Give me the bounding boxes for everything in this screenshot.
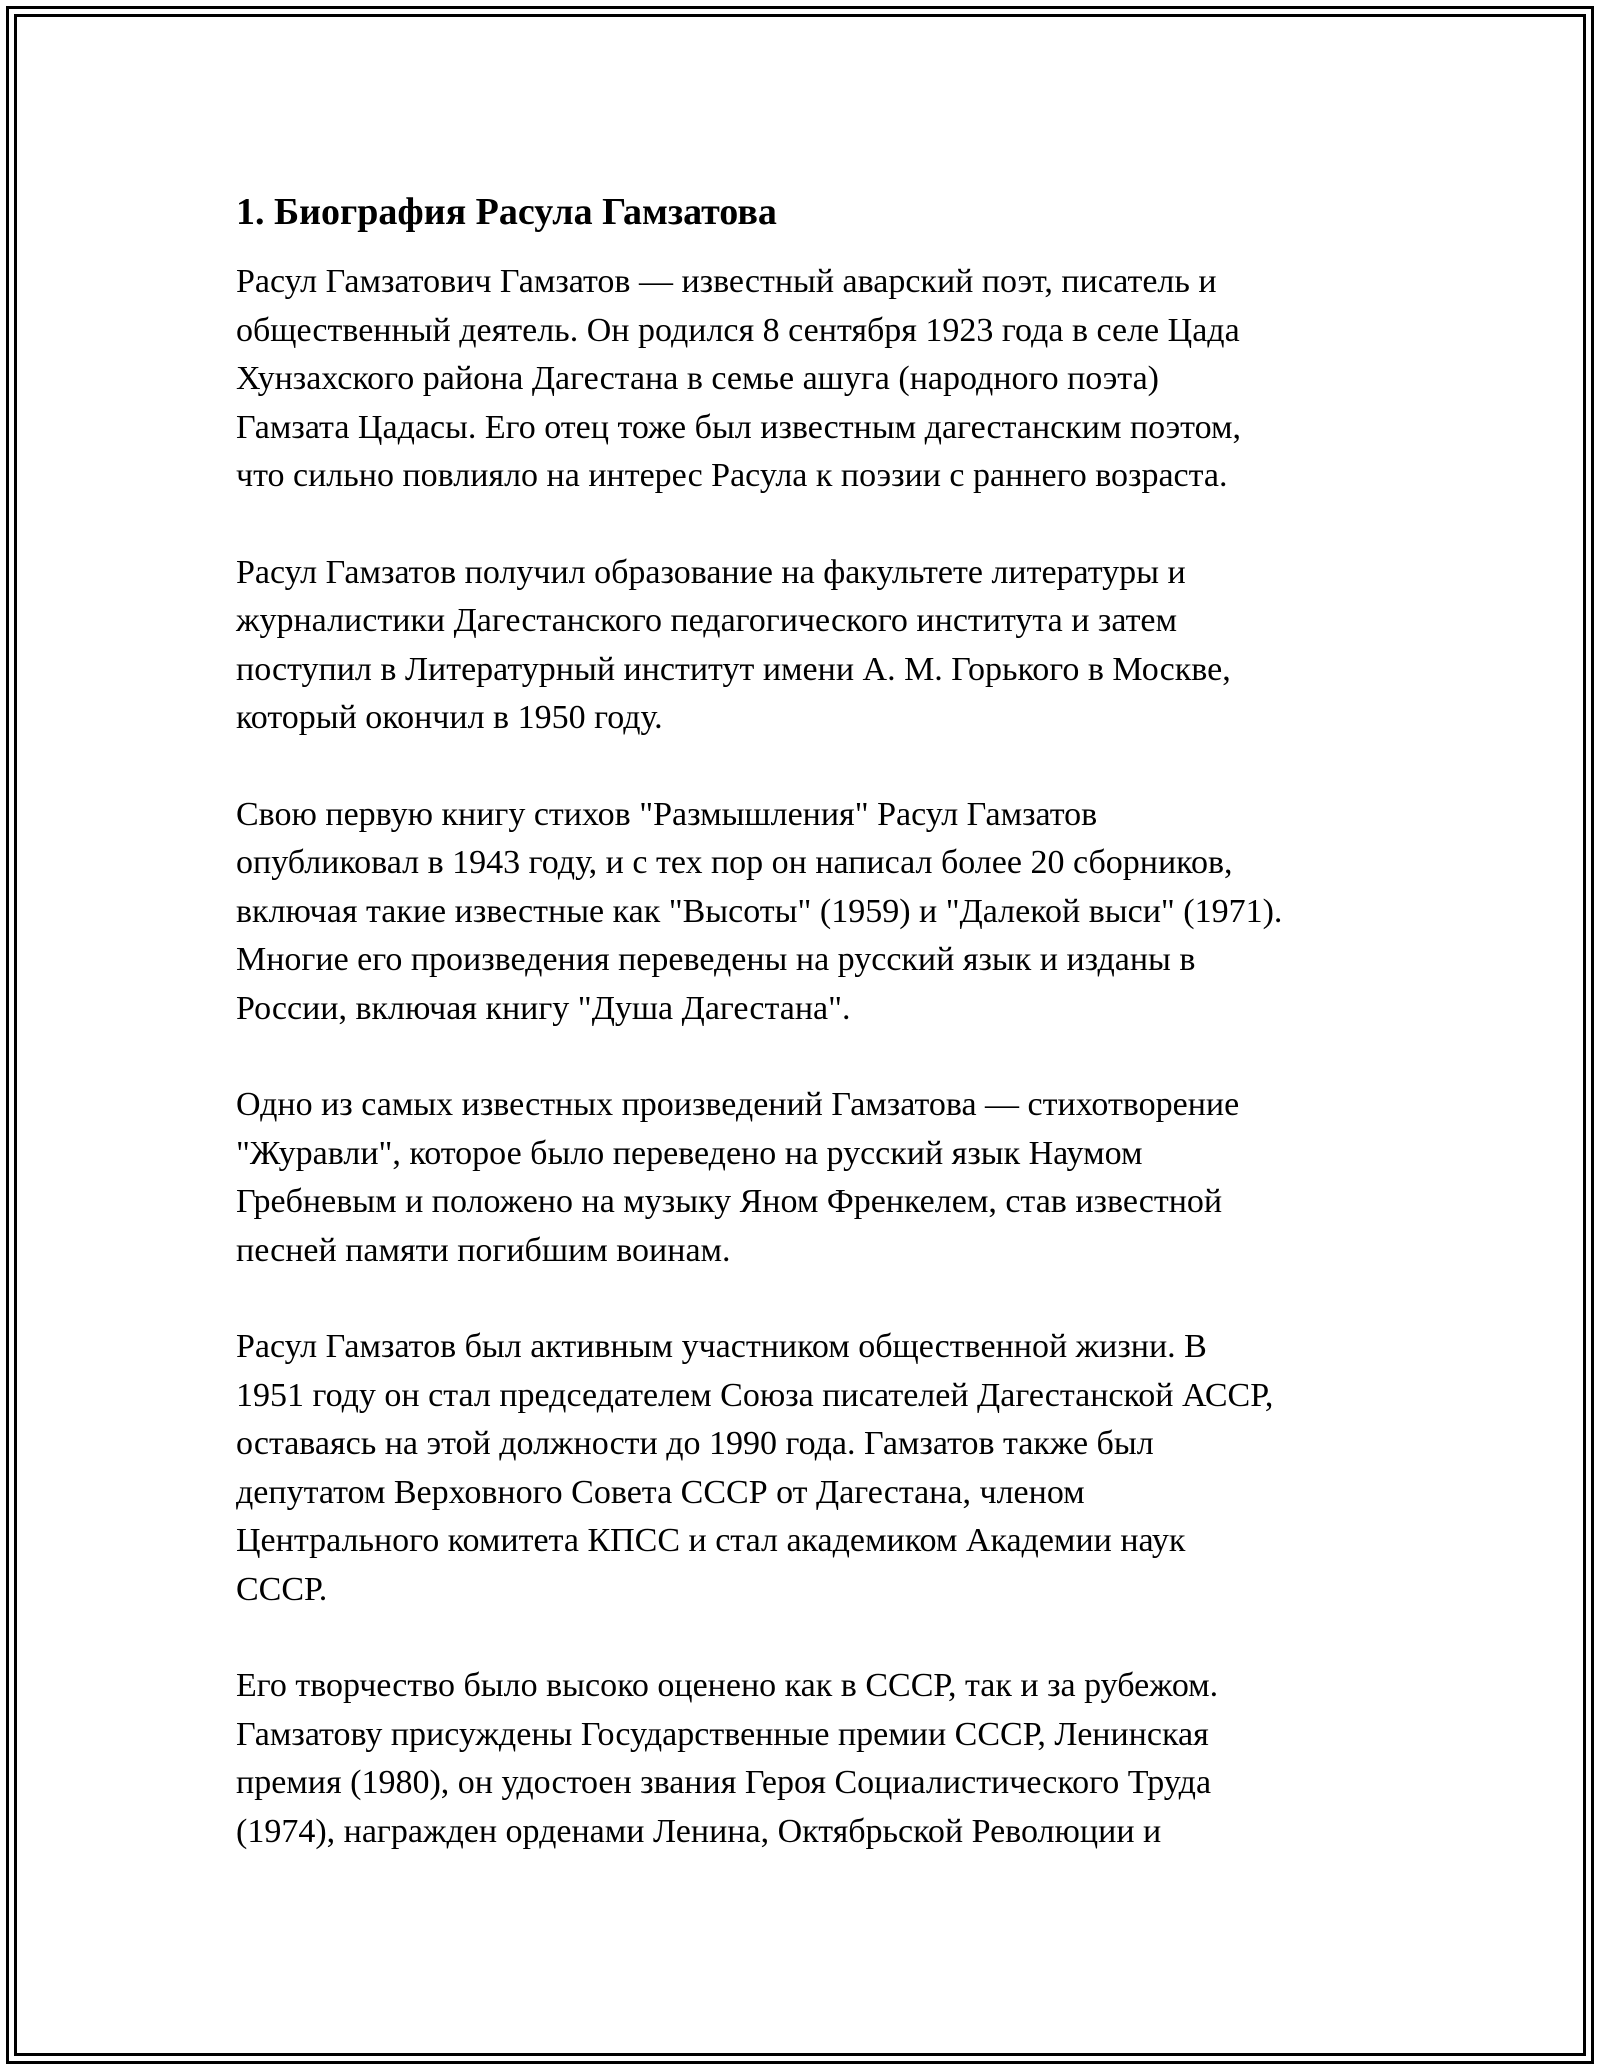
text-line: России, включая книгу "Душа Дагестана". (236, 989, 851, 1027)
text-line: Гамзата Цадасы. Его отец тоже был известным дагестанским поэтом, (236, 408, 1241, 446)
text-line: который окончил в 1950 году. (236, 699, 663, 736)
text-line: опубликовал в 1943 году, и с тех пор он написал более 20 сборников, (236, 844, 1233, 881)
text-line: Хунзахского района Дагестана в семье ашуга (народного поэта) (236, 360, 1159, 397)
text-line: песней памяти погибшим воинам. (236, 1231, 731, 1269)
document-body (236, 186, 1396, 1904)
text-line: оставаясь на этой должности до 1990 года. Гамзатов также был (236, 1425, 1154, 1462)
paragraph-cranes (236, 1081, 1396, 1275)
text-line: Гребневым и положено на музыку Яном Френкелем, став известной (236, 1183, 1223, 1220)
text-line: премия (1980), он удостоен звания Героя Социалистического Труда (236, 1764, 1212, 1801)
paragraph-education (236, 549, 1396, 743)
text-line: Одно из самых известных произведений Гамзатова — стихотворение (236, 1086, 1240, 1123)
text-line: Свою первую книгу стихов "Размышления" Расул Гамзатов (236, 795, 1098, 833)
text-line: (1974), награжден орденами Ленина, Октябрьской Революции и (236, 1812, 1162, 1850)
text-line: Расул Гамзатович Гамзатов — известный аварский поэт, писатель и (236, 263, 1217, 300)
paragraph-awards (236, 1662, 1396, 1856)
text-line: СССР. (236, 1570, 328, 1608)
text-line: Центрального комитета КПСС и стал академиком Академии наук (236, 1522, 1186, 1559)
text-line: поступил в Литературный институт имени А. М. Горького в Москве, (236, 650, 1231, 688)
text-line: депутатом Верховного Совета СССР от Дагестана, членом (236, 1473, 1085, 1511)
text-line: что сильно повлияло на интерес Расула к поэзии с раннего возраста. (236, 457, 1228, 494)
text-line: Гамзатову присуждены Государственные премии СССР, Ленинская (236, 1715, 1209, 1753)
text-line: журналистики Дагестанского педагогического института и затем (236, 602, 1178, 639)
text-line: "Журавли", которое было переведено на русский язык Наумом (236, 1134, 1143, 1172)
text-line: общественный деятель. Он родился 8 сентября 1923 года в селе Цада (236, 311, 1240, 349)
text-line: Его творчество было высоко оценено как в СССР, так и за рубежом. (236, 1667, 1219, 1704)
text-line: включая такие известные как "Высоты" (1959) и "Далекой выси" (1971). (236, 892, 1283, 930)
paragraph-birth (236, 258, 1396, 501)
paragraph-public-life (236, 1323, 1396, 1614)
paragraph-first-book (236, 791, 1396, 1034)
text-line: 1951 году он стал председателем Союза писателей Дагестанской АССР, (236, 1376, 1274, 1414)
text-line: Расул Гамзатов получил образование на факультете литературы и (236, 553, 1186, 591)
text-line: Многие его произведения переведены на русский язык и изданы в (236, 941, 1196, 978)
section-heading: 1. Биография Расула Гамзатова (236, 191, 777, 233)
text-line: Расул Гамзатов был активным участником общественной жизни. В (236, 1328, 1207, 1365)
